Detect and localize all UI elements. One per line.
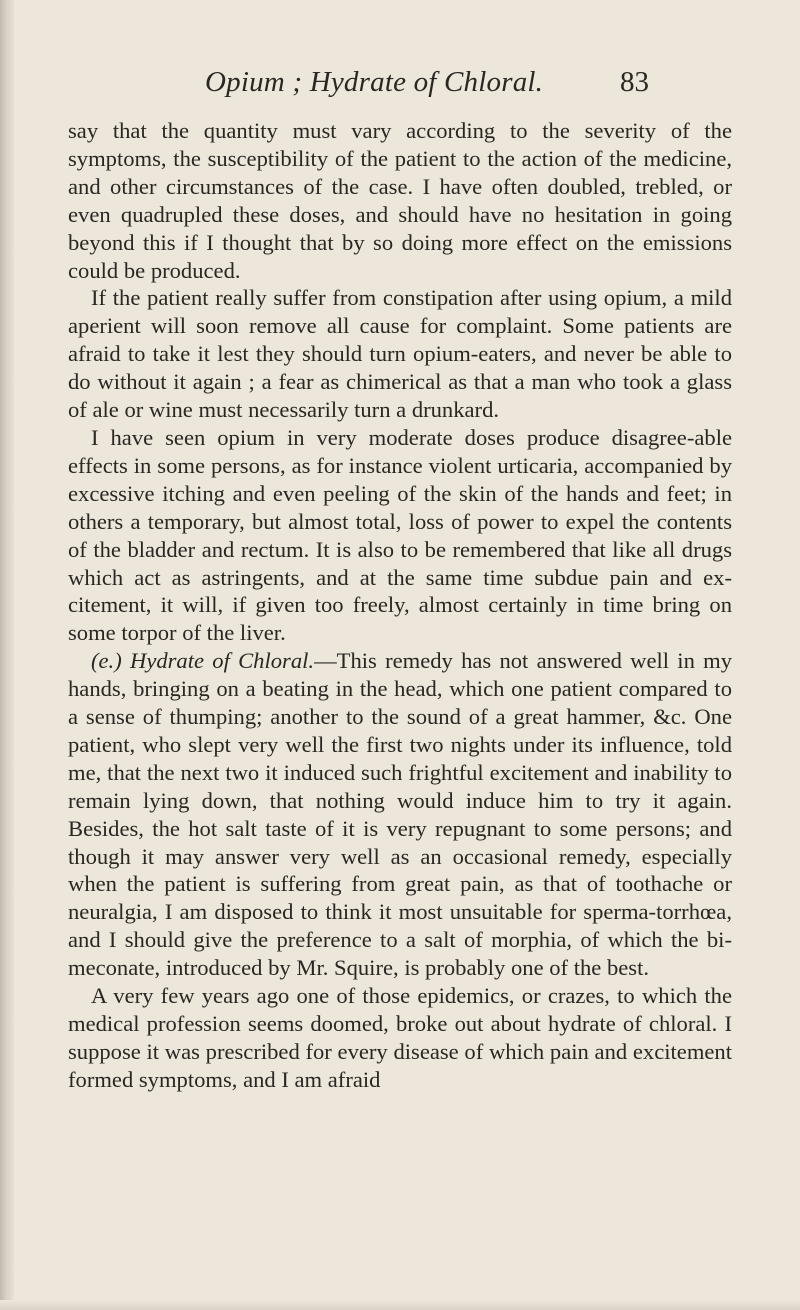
paragraph-4-text: —This remedy has not answered well in my hands, bringing on a beating in the head, which one patient compared to a sense of thumping; another to the sound of a great hammer, &c. One patient, who slept very well the first two nights under its influence, told me, that the next two it induced such frightful excitement and inability to remain lying down, that nothing would induce him to try it again. Besides, the hot salt taste of it is very repugnant to some persons; and though it may answer very well as an occasional remedy, especially when the patient is suffering from great pain, as that of toothache or neuralgia, I am disposed to think it most unsuitable for sperma-torrhœa, and I should give the preference to a salt of morphia, of which the bi-meconate, introduced by Mr. Squire, is probably one of the best. bbox=[68, 648, 732, 981]
paragraph-1: say that the quantity must vary according to the severity of the symptoms, the susceptibility of the patient to the action of the medicine, and other circumstances of the case. I have often doubled, trebled, or even quadrupled these doses, and should have no hesitation in going beyond this if I thought that by so doing more effect on the emissions could be produced. bbox=[68, 118, 732, 283]
binding-gutter bbox=[0, 0, 14, 1310]
running-head-opium: Opium bbox=[205, 66, 285, 98]
paragraph-4 bbox=[68, 647, 732, 982]
paragraph-3: I have seen opium in very moderate doses produce disagree-able effects in some persons, as for instance violent urticaria, accompanied by excessive itching and even peeling of the skin of the hands and feet; in others a temporary, but almost total, loss of power to expel the contents of the bladder and rectum. It is also to be remembered that like all drugs which act as astringents, and at the same time subdue pain and ex-citement, it will, if given too freely, almost certainly in time bring on some torpor of the liver. bbox=[68, 424, 732, 646]
paragraph-2: If the patient really suffer from constipation after using opium, a mild aperient will soon remove all cause for complaint. Some patients are afraid to take it lest they should turn opium-eaters, and never be able to do without it again ; a fear as chimerical as that a man who took a glass of ale or wine must necessarily turn a drunkard. bbox=[68, 285, 732, 423]
page-bottom-edge bbox=[0, 1300, 800, 1310]
section-label: (e.) bbox=[91, 648, 122, 674]
running-head bbox=[205, 66, 580, 99]
paragraph-5: A very few years ago one of those epidemics, or crazes, to which the medical profession seems doomed, broke out about hydrate of chloral. I suppose it was prescribed for every disease of which pain and excitement formed symptoms, and I am afraid bbox=[68, 983, 732, 1092]
running-head-chloral: Hydrate of Chloral. bbox=[309, 66, 544, 98]
body-text bbox=[68, 117, 732, 1094]
running-head-separator: ; bbox=[284, 66, 310, 98]
page-number: 83 bbox=[620, 66, 649, 98]
section-heading: Hydrate of Chloral. bbox=[130, 648, 315, 674]
